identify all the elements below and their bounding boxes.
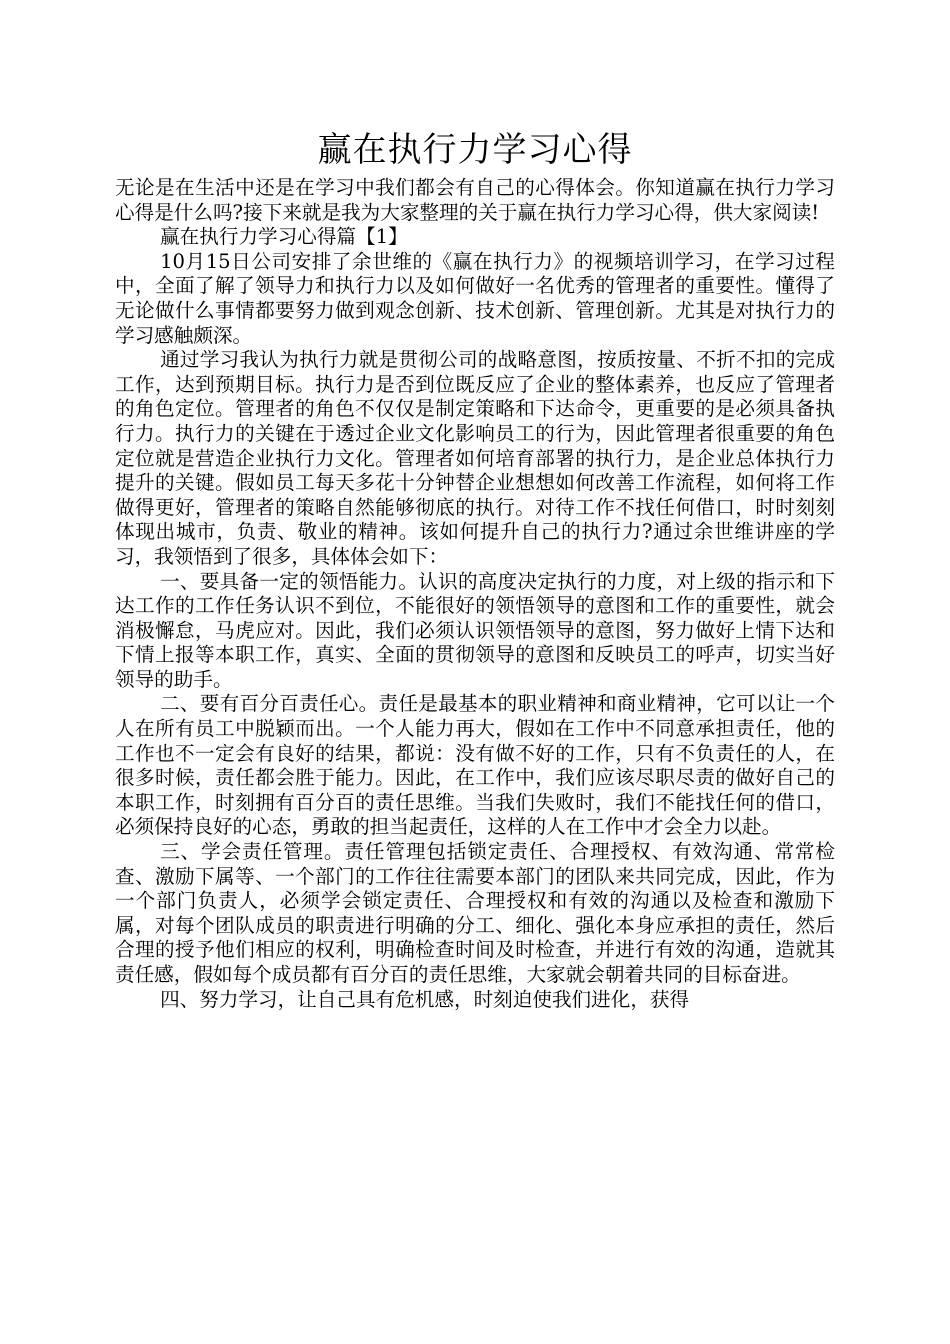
paragraph-6: 二、要有百分百责任心。责任是最基本的职业精神和商业精神，它可以让一个人在所有员工中脱颖而出。一个人能力再大，假如在工作中不同意承担责任，他的工作也不一定会有良好的结果，都说：没有做不好的工作，只有不负责任的人，在很多时候，责任都会胜于能力。因此，在工作中，我们应该尽职尽责的做好自己的本职工作，时刻拥有百分百的责任思维。当我们失败时，我们不能找任何的借口，必须保持良好的心态，勇敢的担当起责任，这样的人在工作中才会全力以赴。 (115, 692, 835, 839)
paragraph-5: 一、要具备一定的领悟能力。认识的高度决定执行的力度，对上级的指示和下达工作的工作任务认识不到位，不能很好的领悟领导的意图和工作的重要性，就会消极懈怠，马虎应对。因此，我们必须认识领悟领导的意图，努力做好上情下达和下情上报等本职工作，真实、全面的贯彻领导的意图和反映员工的呼声，切实当好领导的助手。 (115, 569, 835, 691)
paragraph-1: 无论是在生活中还是在学习中我们都会有自己的心得体会。你知道赢在执行力学习心得是什么吗?接下来就是我为大家整理的关于赢在执行力学习心得，供大家阅读! (115, 176, 835, 224)
paragraph-8: 四、努力学习，让自己具有危机感，时刻迫使我们进化，获得 (160, 987, 690, 1011)
paragraph-2: 赢在执行力学习心得篇【1】 (160, 225, 408, 249)
document-page (115, 128, 835, 1012)
document-title: 赢在执行力学习心得 (317, 130, 633, 170)
paragraph-7: 三、学会责任管理。责任管理包括锁定责任、合理授权、有效沟通、常常检查、激励下属等、一个部门的工作往往需要本部门的团队来共同完成，因此，作为一个部门负责人，必须学会锁定责任、合理授权和有效的沟通以及检查和激励下属，对每个团队成员的职责进行明确的分工、细化、强化本身应承担的责任，然后合理的授予他们相应的权利，明确检查时间及时检查，并进行有效的沟通，造就其责任感，假如每个成员都有百分百的责任思维，大家就会朝着共同的目标奋进。 (115, 840, 835, 986)
paragraph-4: 通过学习我认为执行力就是贯彻公司的战略意图，按质按量、不折不扣的完成工作，达到预期目标。执行力是否到位既反应了企业的整体素养，也反应了管理者的角色定位。管理者的角色不仅仅是制定策略和下达命令，更重要的是必须具备执行力。执行力的关键在于透过企业文化影响员工的行为，因此管理者很重要的角色定位就是营造企业执行力文化。管理者如何培育部署的执行力，是企业总体执行力提升的关键。假如员工每天多花十分钟替企业想想如何改善工作流程，如何将工作做得更好，管理者的策略自然能够彻底的执行。对待工作不找任何借口，时时刻刻体现出城市，负责、敬业的精神。该如何提升自己的执行力?通过余世维讲座的学习，我领悟到了很多，具体体会如下： (115, 348, 835, 568)
paragraph-3: 10月15日公司安排了余世维的《赢在执行力》的视频培训学习，在学习过程中，全面了解了领导力和执行力以及如何做好一名优秀的管理者的重要性。懂得了无论做什么事情都要努力做到观念创新、技术创新、管理创新。尤其是对执行力的学习感触颇深。 (115, 249, 835, 347)
document-body (115, 176, 835, 1012)
